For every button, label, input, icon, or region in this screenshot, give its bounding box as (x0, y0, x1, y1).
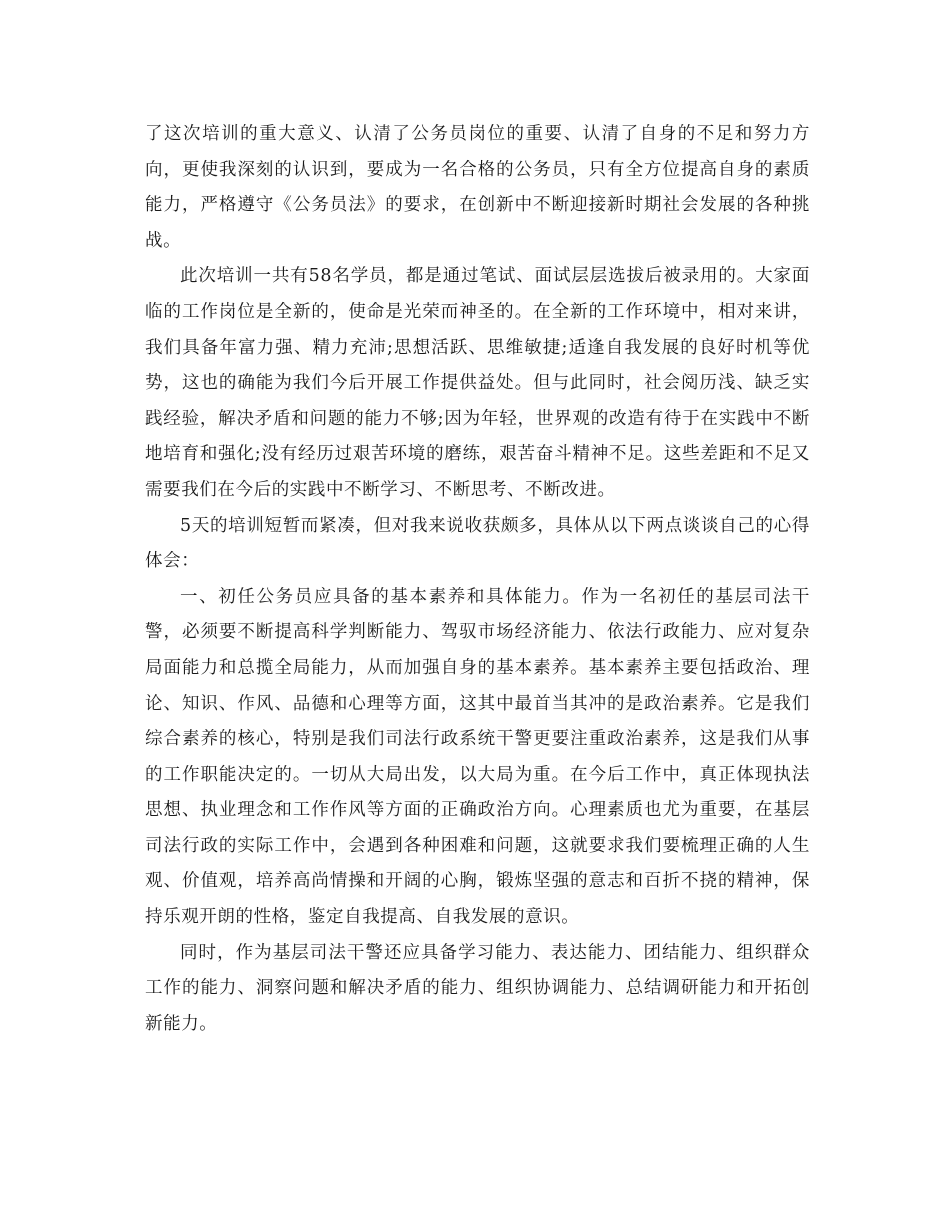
paragraph-4: 一、初任公务员应具备的基本素养和具体能力。作为一名初任的基层司法干警，必须要不断提高科学判断能力、驾驭市场经济能力、依法行政能力、应对复杂局面能力和总揽全局能力，从而加强自身的基本素养。基本素养主要包括政治、理论、知识、作风、品德和心理等方面，这其中最首当其冲的是政治素养。它是我们综合素养的核心，特别是我们司法行政系统干警更要注重政治素养，这是我们从事的工作职能决定的。一切从大局出发，以大局为重。在今后工作中，真正体现执法思想、执业理念和工作作风等方面的正确政治方向。心理素质也尤为重要，在基层司法行政的实际工作中，会遇到各种困难和问题，这就要求我们要梳理正确的人生观、价值观，培养高尚情操和开阔的心胸，锻炼坚强的意志和百折不挠的精神，保持乐观开朗的性格，鉴定自我提高、自我发展的意识。 (145, 586, 810, 928)
paragraph-5: 同时，作为基层司法干警还应具备学习能力、表达能力、团结能力、组织群众工作的能力、洞察问题和解决矛盾的能力、组织协调能力、总结调研能力和开拓创新能力。 (145, 942, 810, 1034)
paragraph-1: 了这次培训的重大意义、认清了公务员岗位的重要、认清了自身的不足和努力方向，更使我深刻的认识到，要成为一名合格的公务员，只有全方位提高自身的素质能力，严格遵守《公务员法》的要求，在创新中不断迎接新时期社会发展的各种挑战。 (145, 124, 810, 251)
document-body (145, 117, 810, 1042)
paragraph-3: 5天的培训短暂而紧凑，但对我来说收获颇多，具体从以下两点谈谈自己的心得体会： (145, 515, 810, 572)
paragraph-2: 此次培训一共有58名学员，都是通过笔试、面试层层选拔后被录用的。大家面临的工作岗位是全新的，使命是光荣而神圣的。在全新的工作环境中，相对来讲，我们具备年富力强、精力充沛;思想活跃、思维敏捷;适逢自我发展的良好时机等优势，这也的确能为我们今后开展工作提供益处。但与此同时，社会阅历浅、缺乏实践经验，解决矛盾和问题的能力不够;因为年轻，世界观的改造有待于在实践中不断地培育和强化;没有经历过艰苦环境的磨练，艰苦奋斗精神不足。这些差距和不足又需要我们在今后的实践中不断学习、不断思考、不断改进。 (145, 266, 810, 500)
